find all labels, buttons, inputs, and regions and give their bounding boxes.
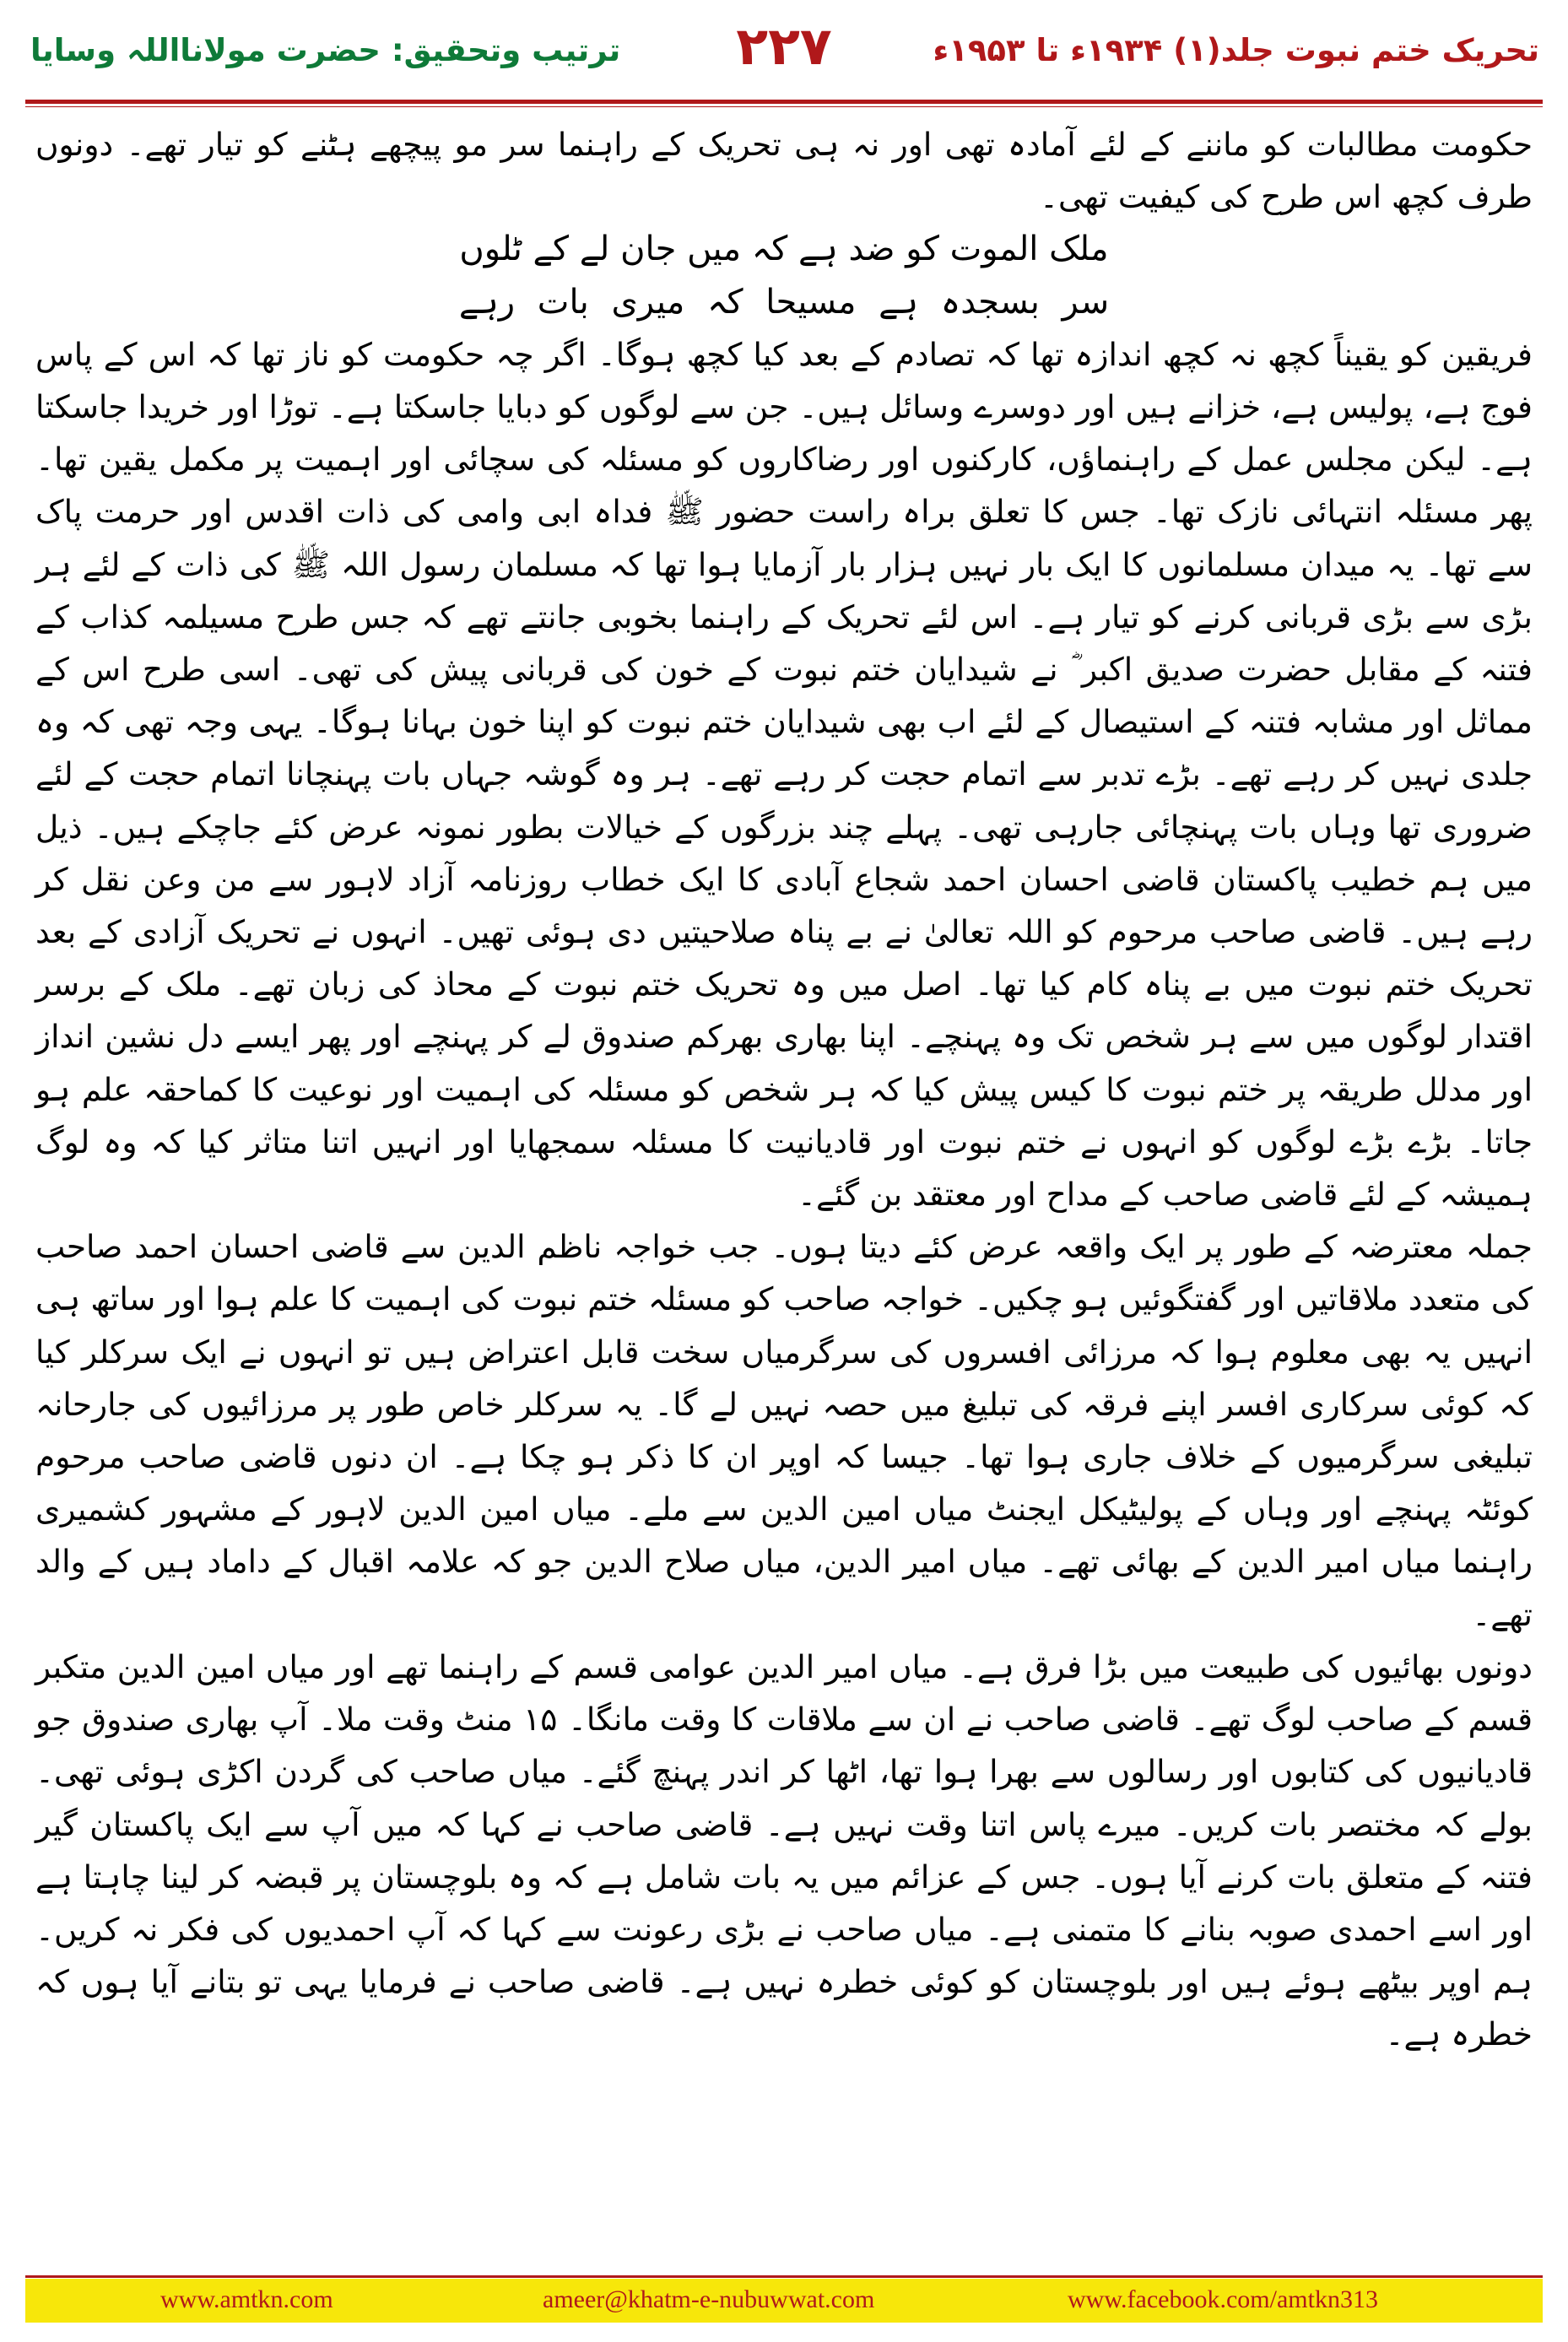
compiler-credit: ترتیب وتحقیق: حضرت مولانااللہ وسایا <box>30 32 621 68</box>
footer-bar <box>25 2279 1543 2323</box>
page-body <box>35 118 1533 2061</box>
paragraph-anecdote: جملہ معترضہ کے طور پر ایک واقعہ عرض کئے دیتا ہوں۔ جب خواجہ ناظم الدین سے قاضی احسان احمد صاحب کی متعدد ملاقاتیں اور گفتگوئیں ہو چکیں۔ خواجہ صاحب کو مسئلہ ختم نبوت کی اہمیت کا علم ہوا اور ساتھ ہی انہیں یہ بھی معلوم ہوا کہ مرزائی افسروں کی سرگرمیاں سخت قابل اعتراض ہیں تو انہوں نے ایک سرکلر کیا کہ کوئی سرکاری افسر اپنے فرقہ کی تبلیغ میں حصہ نہیں لے گا۔ یہ سرکلر خاص طور پر مرزائیوں کی جارحانہ تبلیغی سرگرمیوں کے خلاف جاری ہوا تھا۔ جیسا کہ اوپر ان کا ذکر ہو چکا ہے۔ ان دنوں قاضی صاحب مرحوم کوئٹہ پہنچے اور وہاں کے پولیٹیکل ایجنٹ میاں امین الدین سے ملے۔ میاں امین الدین لاہور کے مشہور کشمیری راہنما میاں امیر الدین کے بھائی تھے۔ میاں امیر الدین، میاں صلاح الدین جو کہ علامہ اقبال کے داماد ہیں کے والد تھے۔ <box>35 1228 1533 1633</box>
verse-line-1: ملک الموت کو ضد ہے کہ میں جان لے کے ٹلوں <box>459 230 1109 269</box>
paragraph-main: فریقین کو یقیناً کچھ نہ کچھ اندازہ تھا کہ تصادم کے بعد کیا کچھ ہوگا۔ اگر چہ حکومت کو ناز تھا کہ اس کے پاس فوج ہے، پولیس ہے، خزانے ہیں اور دوسرے وسائل ہیں۔ جن سے لوگوں کو دبایا جاسکتا ہے۔ توڑا اور خریدا جاسکتا ہے۔ لیکن مجلس عمل کے راہنماؤں، کارکنوں اور رضاکاروں کو مسئلہ کی سچائی اور اہمیت پر مکمل یقین تھا۔ پھر مسئلہ انتہائی نازک تھا۔ جس کا تعلق براہ راست حضور ﷺ فداہ ابی وامی کی ذات اقدس اور حرمت پاک سے تھا۔ یہ میدان مسلمانوں کا ایک بار نہیں ہزار بار آزمایا ہوا تھا کہ مسلمان رسول اللہ ﷺ کی ذات کے لئے ہر بڑی سے بڑی قربانی کرنے کو تیار ہے۔ اس لئے تحریک کے راہنما بخوبی جانتے تھے کہ جس طرح مسیلمہ کذاب کے فتنہ کے مقابل حضرت صدیق اکبر ؓ نے شیدایان ختم نبوت کے خون کی قربانی پیش کی تھی۔ اسی طرح اس کے مماثل اور مشابہ فتنہ کے استیصال کے لئے اب بھی شیدایان ختم نبوت کو اپنا خون بہانا ہوگا۔ یہی وجہ تھی کہ وہ جلدی نہیں کر رہے تھے۔ بڑے تدبر سے اتمام حجت کر رہے تھے۔ ہر وہ گوشہ جہاں بات پہنچانا اتمام حجت کے لئے ضروری تھا وہاں بات پہنچائی جارہی تھی۔ پہلے چند بزرگوں کے خیالات بطور نمونہ عرض کئے جاچکے ہیں۔ ذیل میں ہم خطیب پاکستان قاضی احسان احمد شجاع آبادی کا ایک خطاب روزنامہ آزاد لاہور سے من وعن نقل کر رہے ہیں۔ قاضی صاحب مرحوم کو اللہ تعالیٰ نے بے پناہ صلاحیتیں دی ہوئی تھیں۔ انہوں نے تحریک آزادی کے بعد تحریک ختم نبوت میں بے پناہ کام کیا تھا۔ اصل میں وہ تحریک ختم نبوت کے محاذ کی زبان تھے۔ ملک کے برسر اقتدار لوگوں میں سے ہر شخص تک وہ پہنچے۔ اپنا بھاری بھرکم صندوق لے کر پہنچے اور پھر ایسے دل نشین انداز اور مدلل طریقہ پر ختم نبوت کا کیس پیش کیا کہ ہر شخص کو مسئلہ کی اہمیت اور نوعیت کا کماحقہ علم ہو جاتا۔ بڑے بڑے لوگوں کو انہوں نے ختم نبوت اور قادیانیت کا مسئلہ سمجھایا اور انہیں اتنا متاثر کیا کہ وہ لوگ ہمیشہ کے لئے قاضی صاحب کے مداح اور معتقد بن گئے۔ <box>35 335 1533 1214</box>
website-link[interactable]: www.amtkn.com <box>160 2285 333 2313</box>
header-divider <box>25 100 1543 104</box>
page-number: ۲۲۷ <box>736 15 832 77</box>
verse-line-2: سر بسجدہ ہے مسیحا کہ میری بات رہے <box>458 282 1110 322</box>
footer-divider <box>25 2275 1543 2278</box>
email-link[interactable]: ameer@khatm-e-nubuwwat.com <box>543 2285 875 2313</box>
header-divider-thin <box>25 106 1543 107</box>
facebook-link[interactable]: www.facebook.com/amtkn313 <box>1068 2285 1378 2313</box>
book-title: تحریک ختم نبوت جلد(۱) ۱۹۳۴ء تا ۱۹۵۳ء <box>933 32 1539 68</box>
paragraph-intro: حکومت مطالبات کو ماننے کے لئے آمادہ تھی اور نہ ہی تحریک کے راہنما سر مو پیچھے ہٹنے کو تیار تھے۔ دونوں طرف کچھ اس طرح کی کیفیت تھی۔ <box>35 126 1533 216</box>
page-header <box>0 0 1568 100</box>
paragraph-brothers: دونوں بھائیوں کی طبیعت میں بڑا فرق ہے۔ میاں امیر الدین عوامی قسم کے راہنما تھے اور میاں امین الدین متکبر قسم کے صاحب لوگ تھے۔ قاضی صاحب نے ان سے ملاقات کا وقت مانگا۔ ۱۵ منٹ وقت ملا۔ آپ بھاری صندوق جو قادیانیوں کی کتابوں اور رسالوں سے بھرا ہوا تھا، اٹھا کر اندر پہنچ گئے۔ میاں صاحب کی گردن اکڑی ہوئی تھی۔ بولے کہ مختصر بات کریں۔ میرے پاس اتنا وقت نہیں ہے۔ قاضی صاحب نے کہا کہ میں آپ سے ایک پاکستان گیر فتنہ کے متعلق بات کرنے آیا ہوں۔ جس کے عزائم میں یہ بات شامل ہے کہ وہ بلوچستان پر قبضہ کر لینا چاہتا ہے اور اسے احمدی صوبہ بنانے کا متمنی ہے۔ میاں صاحب نے بڑی رعونت سے کہا کہ آپ احمدیوں کی فکر نہ کریں۔ ہم اوپر بیٹھے ہوئے ہیں اور بلوچستان کو کوئی خطرہ نہیں ہے۔ قاضی صاحب نے فرمایا یہی تو بتانے آیا ہوں کہ خطرہ ہے۔ <box>35 1647 1533 2053</box>
